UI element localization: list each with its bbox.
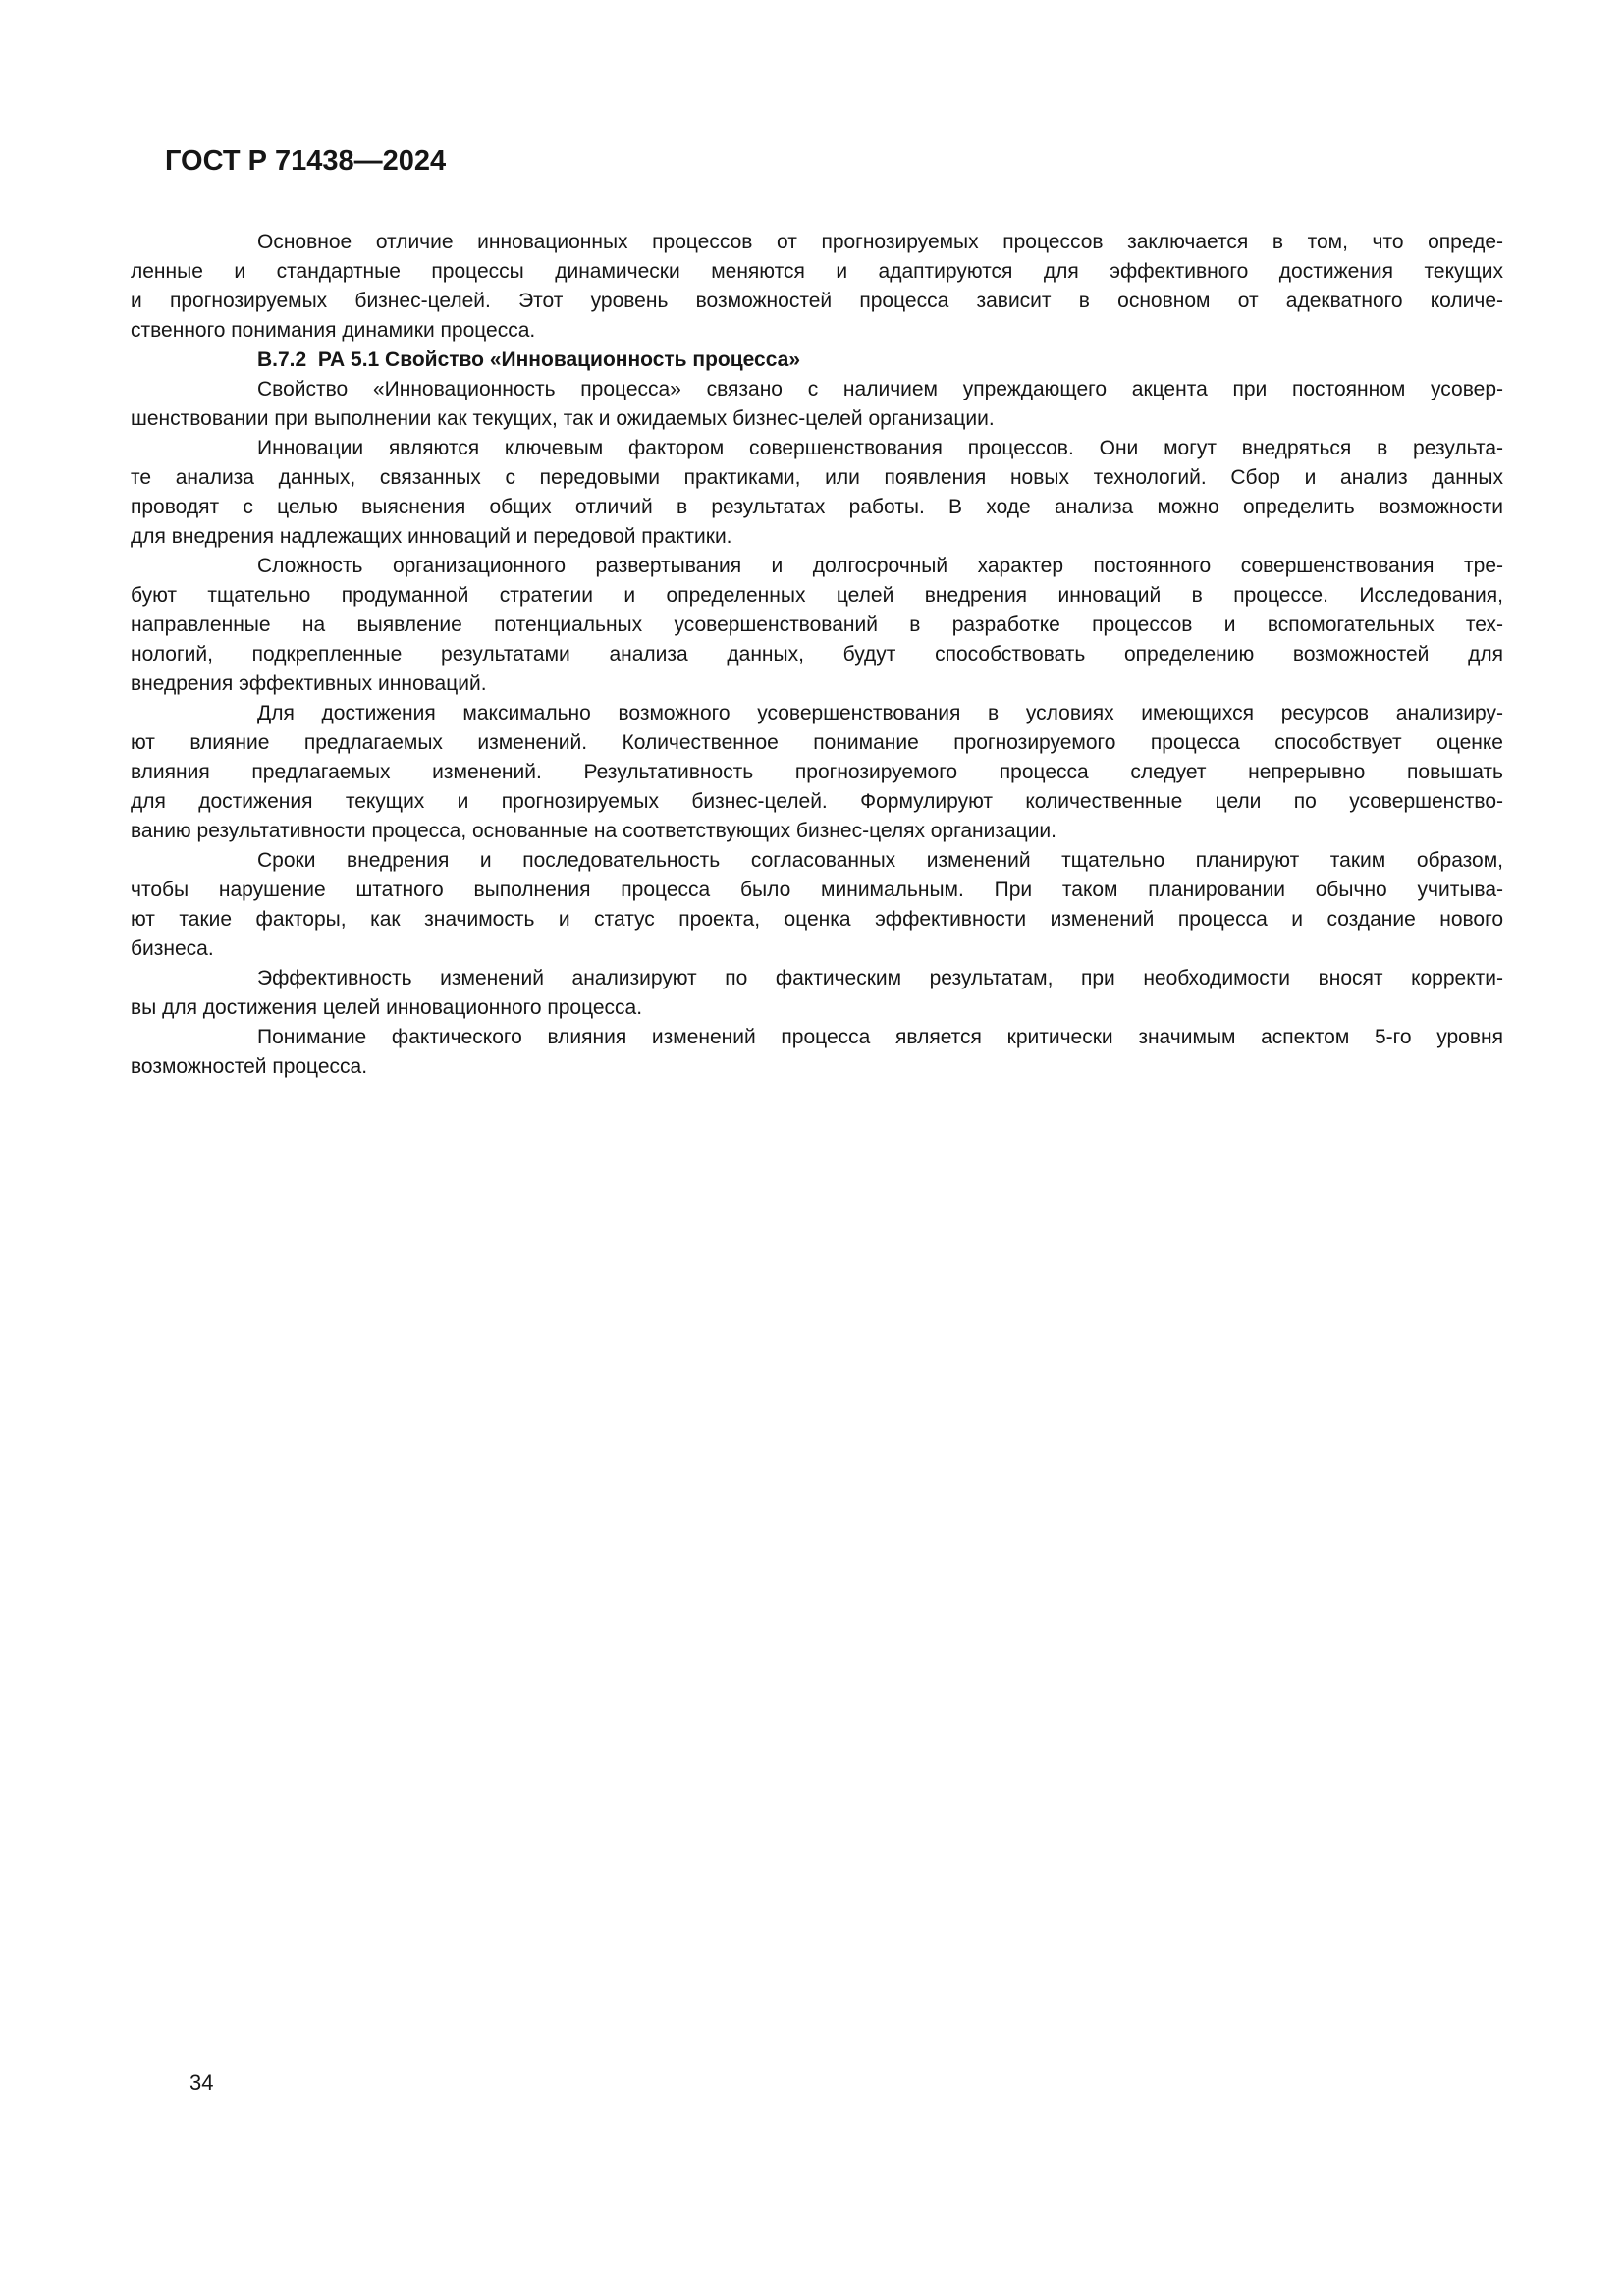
section-heading [131,346,1503,375]
paragraph-line: внедрения эффективных инноваций. [131,672,487,695]
paragraph [131,846,1503,964]
page-number: 34 [189,2070,214,2095]
running-header-standard-code: ГОСТ Р 71438—2024 [165,145,447,177]
paragraph-line: влияния предлагаемых изменений. Результативность прогнозируемого процесса следует непрерывно повышать [131,761,1503,783]
paragraph-line: ванию результативности процесса, основанные на соответствующих бизнес-целях организации. [131,820,1057,842]
paragraph-line: ют влияние предлагаемых изменений. Количественное понимание прогнозируемого процесса способствует оценке [131,731,1503,754]
paragraph-line: Свойство «Инновационность процесса» связано с наличием упреждающего акцента при постоянном усовер- [257,378,1503,400]
paragraph-line: Основное отличие инновационных процессов от прогнозируемых процессов заключается в том, что опреде- [257,231,1503,253]
paragraph [131,228,1503,346]
paragraph-line: шенствовании при выполнении как текущих, так и ожидаемых бизнес-целей организации. [131,407,995,430]
paragraph-line: и прогнозируемых бизнес-целей. Этот уровень возможностей процесса зависит в основном от адекватного количе- [131,290,1503,312]
paragraph-line: вы для достижения целей инновационного процесса. [131,996,643,1019]
paragraph-line: бизнеса. [131,937,214,960]
paragraph-line: проводят с целью выяснения общих отличий в результатах работы. В ходе анализа можно определить возможности [131,496,1503,518]
paragraph-line: Для достижения максимально возможного усовершенствования в условиях имеющихся ресурсов анализиру- [257,702,1503,724]
paragraph [131,434,1503,552]
paragraph-line: ственного понимания динамики процесса. [131,319,536,342]
paragraph-line: Понимание фактического влияния изменений процесса является критически значимым аспектом 5-го уровня [257,1026,1503,1048]
paragraph-line: нологий, подкрепленные результатами анализа данных, будут способствовать определению возможностей для [131,643,1503,666]
paragraph-line: Сложность организационного развертывания и долгосрочный характер постоянного совершенствования тре- [257,555,1503,577]
paragraph-line: Инновации являются ключевым фактором совершенствования процессов. Они могут внедряться в результа- [257,437,1503,459]
paragraph [131,375,1503,434]
paragraph-line: те анализа данных, связанных с передовыми практиками, или появления новых технологий. Сбор и анализ данных [131,466,1503,489]
paragraph-line: возможностей процесса. [131,1055,368,1078]
paragraph-line: ют такие факторы, как значимость и статус проекта, оценка эффективности изменений процесса и создание нового [131,908,1503,931]
paragraph [131,1023,1503,1082]
paragraph-line: Сроки внедрения и последовательность согласованных изменений тщательно планируют таким образом, [257,849,1503,872]
paragraph-line: ленные и стандартные процессы динамически меняются и адаптируются для эффективного достижения текущих [131,260,1503,283]
section-heading-line: В.7.2 РА 5.1 Свойство «Инновационность процесса» [257,348,801,371]
paragraph-line: для достижения текущих и прогнозируемых бизнес-целей. Формулируют количественные цели по усовершенство- [131,790,1503,813]
paragraph [131,699,1503,846]
paragraph [131,552,1503,699]
paragraph [131,964,1503,1023]
paragraph-line: Эффективность изменений анализируют по фактическим результатам, при необходимости вносят корректи- [257,967,1503,989]
paragraph-line: чтобы нарушение штатного выполнения процесса было минимальным. При таком планировании обычно учитыва- [131,879,1503,901]
document-body [131,228,1503,1082]
paragraph-line: для внедрения надлежащих инноваций и передовой практики. [131,525,732,548]
paragraph-line: направленные на выявление потенциальных усовершенствований в разработке процессов и вспомогательных тех- [131,614,1503,636]
paragraph-line: буют тщательно продуманной стратегии и определенных целей внедрения инноваций в процессе. Исследования, [131,584,1503,607]
